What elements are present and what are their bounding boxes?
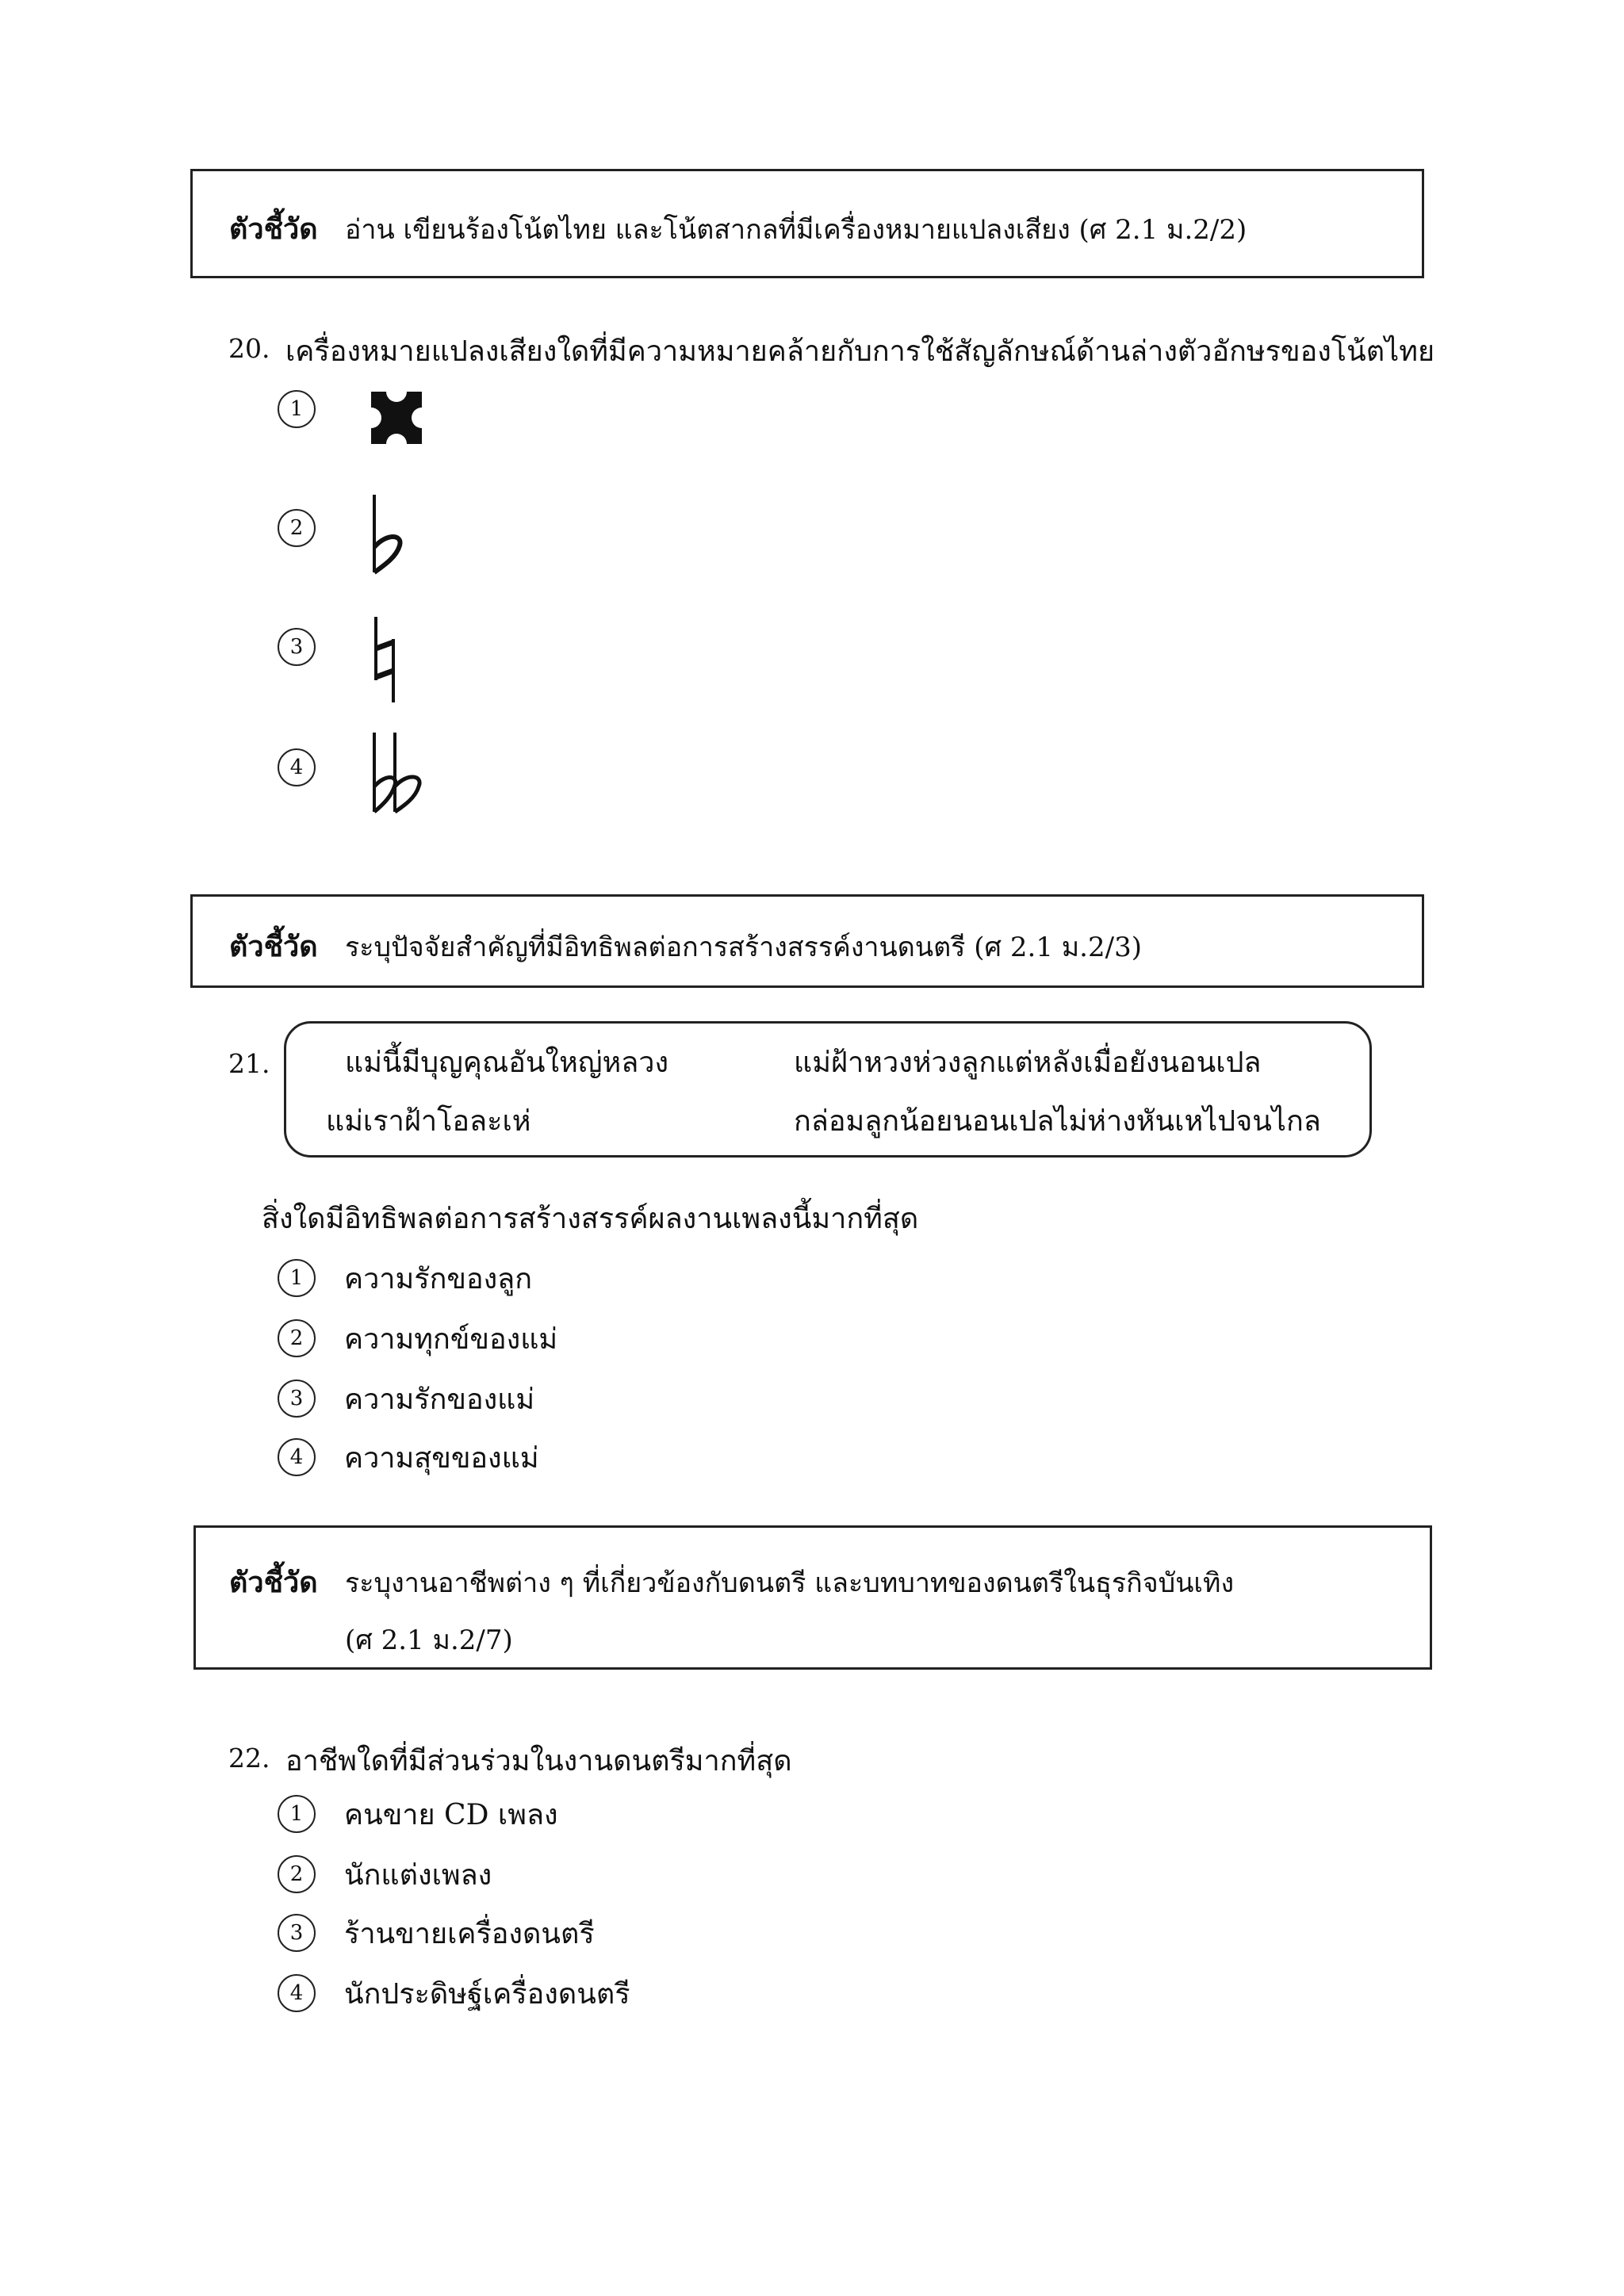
option-number-circle[interactable]: 1 <box>278 1259 316 1297</box>
indicator-text: ระบุงานอาชีพต่าง ๆ ที่เกี่ยวข้องกับดนตรี และบทบาทของดนตรีในธุรกิจบันเทิง <box>345 1567 1235 1599</box>
option-text[interactable]: ความรักของแม่ <box>344 1383 535 1416</box>
option-number-circle[interactable]: 2 <box>278 509 316 547</box>
indicator-label: ตัวชี้วัด <box>229 930 318 963</box>
question-number: 21. <box>228 1048 270 1079</box>
option-text[interactable]: คนขาย CD เพลง <box>344 1799 558 1831</box>
question-number: 20. <box>228 333 270 364</box>
poem-box <box>284 1021 1372 1158</box>
indicator-box-1 <box>190 169 1424 278</box>
indicator-label: ตัวชี้วัด <box>229 1566 318 1599</box>
option-number-circle[interactable]: 4 <box>278 1974 316 2012</box>
option-text[interactable]: ความรักของลูก <box>344 1263 533 1295</box>
poem-line: กล่อมลูกน้อยนอนเปลไม่ห่างหันเหไปจนไกล <box>794 1105 1321 1138</box>
double-flat-icon[interactable] <box>366 729 430 817</box>
question-text: สิ่งใดมีอิทธิพลต่อการสร้างสรรค์ผลงานเพลงนี้มากที่สุด <box>262 1203 919 1235</box>
poem-line: แม่นี้มีบุญคุณอันใหญ่หลวง <box>345 1047 669 1079</box>
indicator-text: อ่าน เขียนร้องโน้ตไทย และโน้ตสากลที่มีเครื่องหมายแปลงเสียง (ศ 2.1 ม.2/2) <box>345 214 1247 246</box>
indicator-box-3 <box>193 1525 1432 1670</box>
indicator-box-2 <box>190 894 1424 988</box>
option-text[interactable]: นักแต่งเพลง <box>344 1859 492 1892</box>
option-text[interactable]: ความสุขของแม่ <box>344 1442 539 1475</box>
option-number-circle[interactable]: 2 <box>278 1855 316 1893</box>
double-sharp-icon[interactable] <box>365 382 428 453</box>
indicator-text: ระบุปัจจัยสำคัญที่มีอิทธิพลต่อการสร้างสรรค์งานดนตรี (ศ 2.1 ม.2/3) <box>345 932 1142 963</box>
natural-icon[interactable] <box>366 612 406 707</box>
indicator-label: ตัวชี้วัด <box>229 212 318 246</box>
option-text[interactable]: นักประดิษฐ์เครื่องดนตรี <box>344 1978 630 2011</box>
indicator-text-code: (ศ 2.1 ม.2/7) <box>345 1624 513 1656</box>
option-number-circle[interactable]: 3 <box>278 1380 316 1418</box>
option-number-circle[interactable]: 3 <box>278 1914 316 1952</box>
poem-line: แม่เราฝ้าโอละเห่ <box>326 1105 531 1138</box>
option-number-circle[interactable]: 4 <box>278 1438 316 1476</box>
option-text[interactable]: ความทุกข์ของแม่ <box>344 1323 558 1356</box>
flat-icon[interactable] <box>366 492 414 579</box>
option-number-circle[interactable]: 4 <box>278 748 316 786</box>
option-number-circle[interactable]: 1 <box>278 1795 316 1833</box>
question-text: อาชีพใดที่มีส่วนร่วมในงานดนตรีมากที่สุด <box>285 1745 792 1777</box>
option-number-circle[interactable]: 2 <box>278 1319 316 1357</box>
option-number-circle[interactable]: 1 <box>278 390 316 428</box>
option-number-circle[interactable]: 3 <box>278 628 316 666</box>
option-text[interactable]: ร้านขายเครื่องดนตรี <box>344 1918 595 1950</box>
poem-line: แม่ฝ้าหวงห่วงลูกแต่หลังเมื่อยังนอนเปล <box>794 1047 1262 1079</box>
question-number: 22. <box>228 1743 270 1774</box>
question-text: เครื่องหมายแปลงเสียงใดที่มีความหมายคล้ายกับการใช้สัญลักษณ์ด้านล่างตัวอักษรของโน้ตไทย <box>285 335 1435 368</box>
